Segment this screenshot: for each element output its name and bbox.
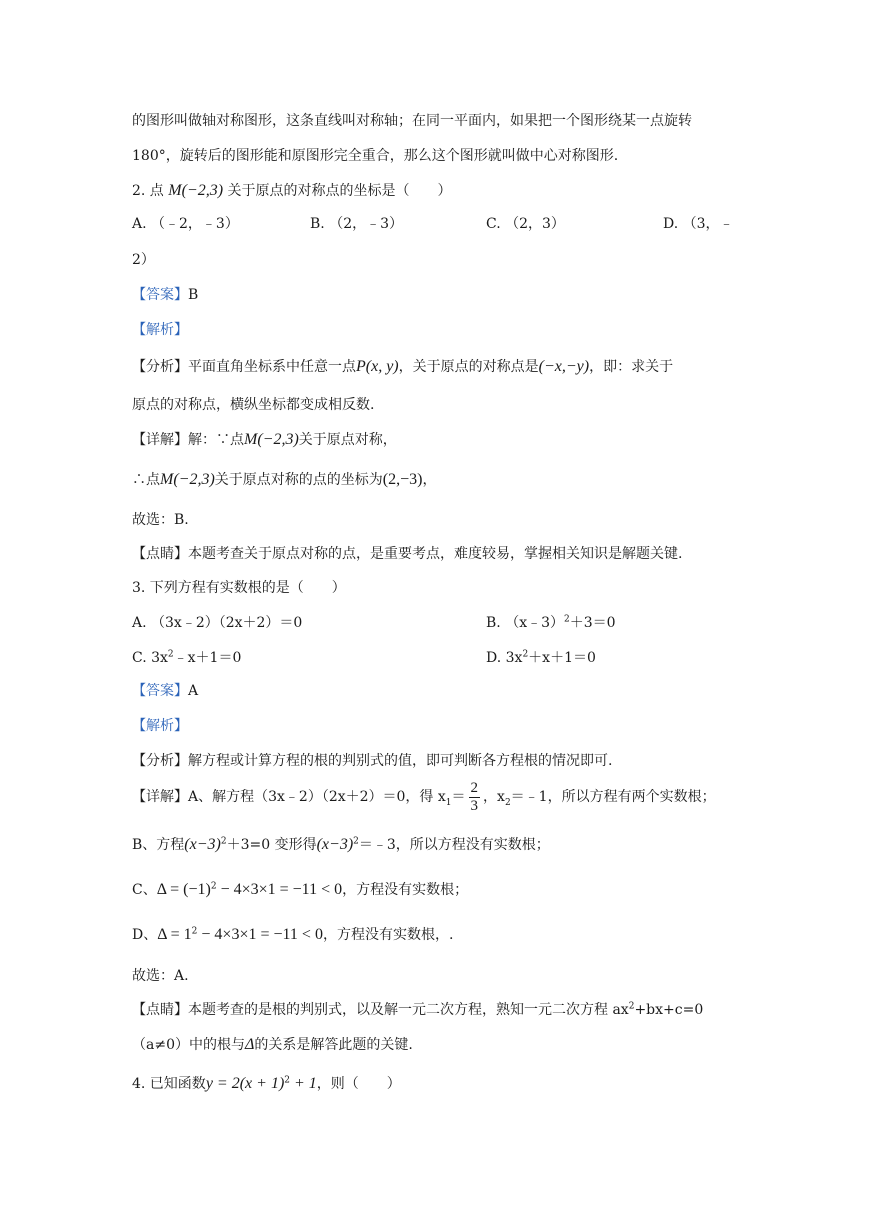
q3-option-b-text-1: B. （x﹣3）	[486, 615, 564, 631]
q3-xiangjie-a	[132, 779, 716, 815]
q2-option-d: D. （3，﹣	[663, 216, 734, 232]
dianjing-label: 【点睛】	[132, 1002, 188, 1018]
q2-option-d-wrap: 2）	[132, 252, 155, 268]
q2-xj2-text-1: ∴点	[132, 472, 160, 488]
q3-dj-text-1: 本题考查的是根的判别式，以及解一元二次方程，熟知一元二次方程 ax	[188, 1002, 629, 1018]
q2-choice-value: B.	[174, 512, 189, 528]
q3-dj-exponent: 2	[628, 1001, 635, 1012]
q3-option-d	[486, 647, 596, 669]
q2-fenxi-text-2: ，关于原点的对称点是	[398, 359, 539, 375]
q3-xj-b-text-2: ＋3=0 变形得	[226, 837, 317, 853]
q3-xj-d-text-1: D、	[132, 927, 158, 943]
q3-xj-b-exponent-1: 2	[220, 836, 227, 847]
q2-fenxi-text-1: 平面直角坐标系中任意一点	[188, 359, 356, 375]
q2-option-a: A. （﹣2，﹣3）	[132, 216, 239, 232]
q3-fenxi	[132, 750, 612, 772]
q2-option-c: C. （2，3）	[486, 216, 565, 232]
q2-stem	[132, 177, 452, 205]
q3-xj-b-expr-2: (x−3)	[316, 836, 354, 853]
q3-answer-value: A	[188, 683, 199, 699]
q2-fenxi-symmetric: (−x,−y)	[538, 358, 590, 375]
q2-xiangjie-line-1	[132, 426, 397, 454]
intro-line-1: 的图形叫做轴对称图形，这条直线叫对称轴；在同一平面内，如果把一个图形绕某一点旋转	[132, 113, 692, 129]
q3-xj-c-text-1: C、	[132, 882, 157, 898]
q3-dj-line2-text-1: （a≠0）中的根与	[132, 1037, 245, 1053]
q3-choice-value: A.	[174, 968, 189, 984]
q3-xj-c-expr-2: − 4×3×1 = −11 < 0	[216, 881, 343, 898]
q3-answer	[132, 680, 198, 702]
q3-xj-d-exponent: 2	[191, 926, 198, 937]
q2-xj2-text-3: ，	[422, 472, 437, 488]
q2-xj2-point: M(−2,3)	[160, 471, 215, 488]
q3-option-c-text-2: ﹣x＋1＝0	[173, 650, 242, 666]
q3-option-c-text-1: C. 3x	[132, 650, 168, 666]
q3-xj-d-expr-1: Δ = 1	[157, 926, 192, 943]
q2-xj-text-2: 关于原点对称，	[298, 432, 397, 448]
q3-xj-a-text-3: ＝﹣1，所以方程有两个实数根；	[510, 789, 716, 805]
q3-xj-b-text-1: B、方程	[132, 837, 185, 853]
q3-option-b-exponent: 2	[564, 614, 570, 625]
q3-xiangjie-b	[132, 831, 550, 859]
q2-xiangjie-line-2	[132, 466, 436, 494]
q2-analysis-header: 【解析】	[132, 322, 188, 338]
q3-dianjing-line-2	[132, 1034, 413, 1056]
q2-fenxi-line-2: 原点的对称点，横纵坐标都变成相反数.	[132, 397, 375, 413]
fraction-numerator: 2	[470, 779, 479, 796]
q4-function-expr-1: y = 2(x + 1)	[205, 1075, 285, 1092]
q3-dj-delta: Δ	[244, 1036, 255, 1053]
answer-label: 【答案】	[132, 683, 188, 699]
q2-fenxi-text-3: ，即：求关于	[589, 359, 674, 375]
q3-option-a: A. （3x﹣2）（2x＋2）＝0	[132, 615, 303, 631]
choice-label: 故选：	[132, 968, 174, 984]
fraction-two-thirds	[469, 780, 481, 815]
q3-option-d-text-2: ＋x＋1＝0	[528, 650, 596, 666]
q3-option-b-text-2: ＋3＝0	[569, 615, 616, 631]
q2-number: 2. 点	[132, 183, 164, 199]
q3-option-c-exponent: 2	[167, 649, 174, 660]
q2-stem-text: 关于原点的对称点的坐标是（ ）	[227, 183, 452, 199]
q3-xj-d-expr-2: − 4×3×1 = −11 < 0	[197, 926, 323, 943]
q3-stem: 3. 下列方程有实数根的是（ ）	[132, 580, 346, 596]
q2-answer-value: B	[188, 287, 199, 303]
fenxi-label: 【分析】	[132, 359, 188, 375]
q3-xiangjie-c	[132, 876, 468, 904]
q2-answer	[132, 284, 198, 306]
q3-xj-d-text-2: ，方程没有实数根，.	[322, 927, 454, 943]
q4-stem-text-1: 4. 已知函数	[132, 1076, 206, 1092]
q2-dianjing-text: 本题考查关于原点对称的点，是重要考点，难度较易，掌握相关知识是解题关键.	[188, 546, 683, 562]
q2-fenxi-point: P(x, y)	[356, 358, 399, 375]
q3-xj-c-text-2: ，方程没有实数根；	[342, 882, 469, 898]
q3-xj-a-subscript-1: 1	[445, 797, 452, 808]
q2-xj2-result: (2,−3)	[382, 471, 423, 488]
q2-choice	[132, 509, 189, 531]
q2-option-b: B. （2，﹣3）	[310, 216, 404, 232]
q3-option-b	[486, 612, 616, 634]
xiangjie-label: 【详解】	[132, 432, 188, 448]
q3-xj-a-text-2: ，x	[483, 789, 505, 805]
q3-xj-a-subscript-2: 2	[504, 797, 511, 808]
q3-option-d-text-1: D. 3x	[486, 650, 523, 666]
intro-line-2: 180°，旋转后的图形能和原图形完全重合，那么这个图形就叫做中心对称图形.	[132, 148, 619, 164]
answer-label: 【答案】	[132, 287, 188, 303]
q3-fenxi-text: 解方程或计算方程的根的判别式的值，即可判断各方程根的情况即可.	[188, 753, 613, 769]
q3-xj-a-equals: ＝	[451, 789, 466, 805]
q3-xj-b-text-3: ＝﹣3，所以方程没有实数根；	[358, 837, 550, 853]
fenxi-label: 【分析】	[132, 753, 188, 769]
xiangjie-label: 【详解】	[132, 789, 188, 805]
q3-dj-text-2: +bx+c=0	[634, 1002, 704, 1018]
q2-xj2-text-2: 关于原点对称的点的坐标为	[214, 472, 383, 488]
q2-dianjing	[132, 543, 682, 565]
q4-function-expr-2: + 1	[290, 1075, 317, 1092]
q3-option-c	[132, 647, 241, 669]
q3-dj-line2-text-2: 的关系是解答此题的关键.	[254, 1037, 413, 1053]
q2-xj-text-1: 解：∵点	[188, 432, 244, 448]
q3-dianjing-line-1	[132, 999, 703, 1021]
q3-analysis-header: 【解析】	[132, 718, 188, 734]
q4-stem	[132, 1070, 401, 1098]
q3-xj-b-expr-1: (x−3)	[184, 836, 221, 853]
dianjing-label: 【点睛】	[132, 546, 188, 562]
q3-xiangjie-d	[132, 921, 453, 949]
q2-xj-point: M(−2,3)	[244, 431, 299, 448]
fraction-denominator: 3	[470, 797, 479, 814]
q4-function-exponent: 2	[284, 1075, 290, 1086]
q3-xj-c-expr-1: Δ = (−1)	[156, 881, 211, 898]
q3-option-d-exponent: 2	[522, 649, 529, 660]
q3-choice	[132, 965, 189, 987]
q3-xj-a-text-1: A、解方程（3x﹣2）（2x＋2）＝0，得 x	[188, 789, 446, 805]
q3-xj-b-exponent-2: 2	[353, 836, 359, 847]
choice-label: 故选：	[132, 512, 174, 528]
q4-stem-text-2: ，则（ ）	[316, 1076, 401, 1092]
q2-fenxi-line-1	[132, 353, 673, 381]
q2-point: M(−2,3)	[168, 182, 224, 199]
q3-xj-c-exponent: 2	[210, 881, 217, 892]
